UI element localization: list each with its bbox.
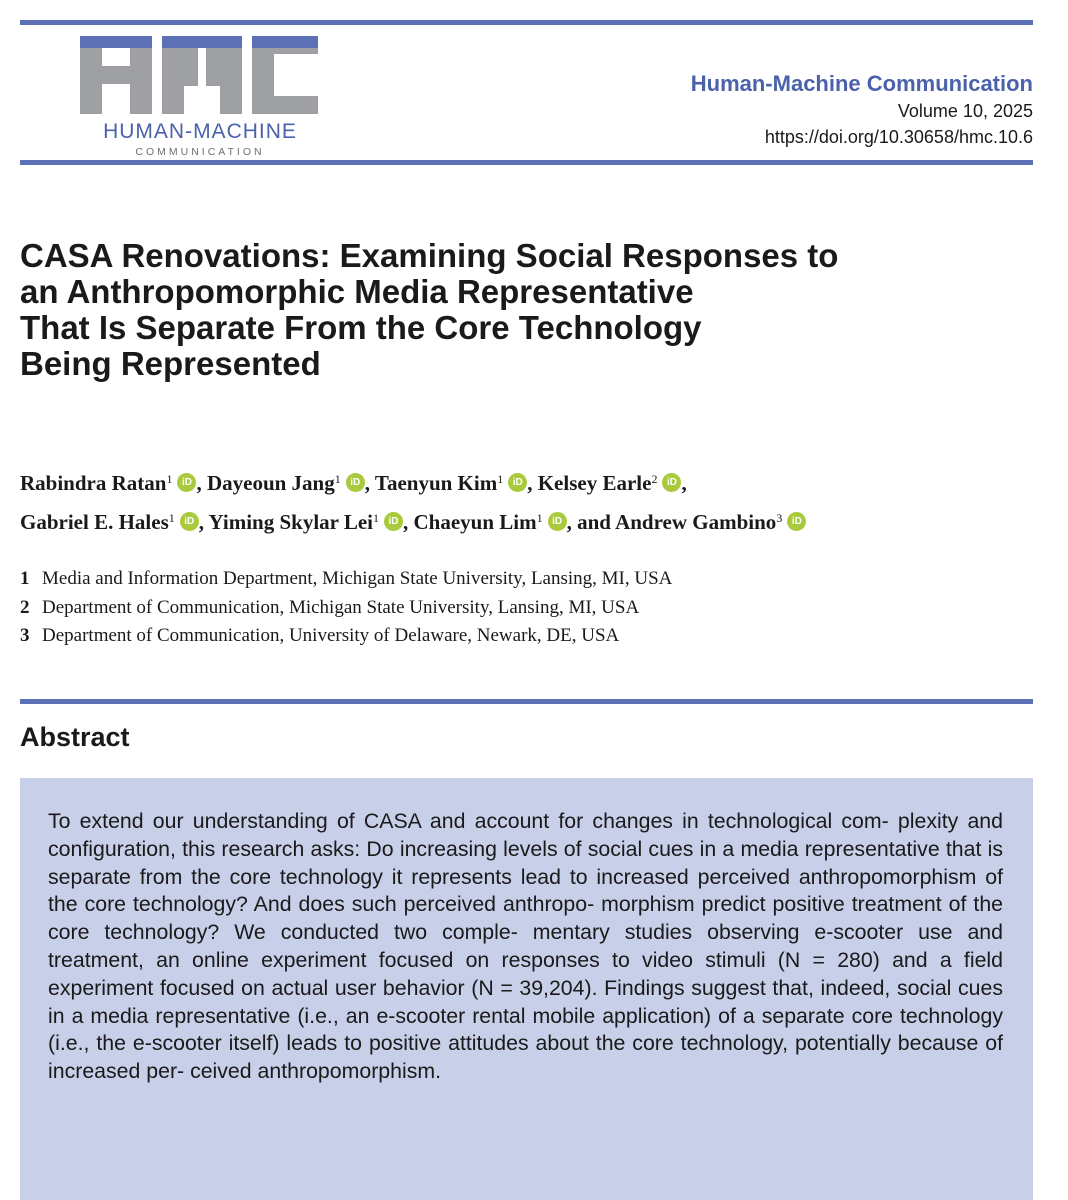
abstract-line: leads to positive attitudes about the core technology, potentially because of increased per- — [48, 1031, 1003, 1084]
affiliation-text: Department of Communication, University of Delaware, Newark, DE, USA — [42, 625, 620, 646]
author-affiliation: 2 — [651, 472, 658, 486]
abstract-line: representative that is separate from the core technology it represents lead to increased — [48, 836, 1003, 889]
abstract-text — [48, 808, 1003, 1086]
author-affiliation: 1 — [536, 511, 543, 525]
author-separator: , — [198, 510, 209, 534]
author-name: Taenyun Kim — [374, 471, 498, 495]
header-rule — [20, 160, 1033, 165]
abstract-line: To extend our understanding of CASA and account for changes in technological com- — [48, 809, 889, 833]
abstract-line: perceived anthropomorphism of the core technology? And does such perceived anthropo- — [48, 864, 1003, 917]
abstract-line: (N = 39,204). Findings suggest that, indeed, social cues in a media representative (i.e., an — [48, 975, 1003, 1028]
hmc-logo-letters — [80, 32, 320, 120]
abstract-heading: Abstract — [20, 722, 130, 752]
journal-name[interactable]: Human-Machine Communication — [690, 71, 1033, 96]
top-rule — [20, 20, 1033, 25]
title-line: Being Represented — [20, 345, 321, 382]
orcid-icon[interactable]: iD — [180, 512, 199, 531]
orcid-icon[interactable]: iD — [662, 473, 681, 492]
journal-info — [691, 70, 1033, 150]
article-title — [20, 238, 960, 382]
orcid-icon[interactable]: iD — [787, 512, 806, 531]
title-line: an Anthropomorphic Media Representative — [20, 273, 694, 310]
author-name: Gabriel E. Hales — [20, 510, 169, 534]
affiliation-text: Media and Information Department, Michigan State University, Lansing, MI, USA — [42, 568, 673, 589]
affiliation-item — [20, 594, 672, 623]
author-name: Rabindra Ratan — [20, 471, 167, 495]
author-separator: , — [681, 471, 687, 495]
title-line: CASA Renovations: Examining Social Responses to — [20, 237, 839, 274]
hmc-logo — [80, 32, 320, 162]
orcid-icon[interactable]: iD — [177, 473, 196, 492]
affiliation-number: 1 — [20, 568, 30, 589]
author-affiliation: 1 — [497, 472, 504, 486]
title-line: That Is Separate From the Core Technology — [20, 309, 702, 346]
abstract-line: plexity and configuration, this research asks: Do increasing levels of social cues in a media — [48, 809, 1003, 861]
author-separator: , — [196, 471, 207, 495]
affiliation-number: 3 — [20, 625, 30, 646]
author-affiliation: 3 — [776, 511, 783, 525]
abstract-rule — [20, 699, 1033, 704]
abstract-line: responses to video stimuli (N = 280) and a field experiment focused on actual user behavior — [48, 947, 1004, 1000]
abstract-line: mentary studies observing e-scooter use and treatment, an online experiment focused on — [48, 920, 1003, 972]
author-separator: , — [527, 471, 538, 495]
author-name: Dayeoun Jang — [206, 471, 335, 495]
abstract-line: e-scooter rental mobile application) of a separate core technology (i.e., the e-scooter itself) — [48, 1003, 1004, 1056]
affiliation-number: 2 — [20, 596, 30, 618]
author-affiliation: 1 — [166, 472, 173, 486]
affiliation-text: Department of Communication, Michigan State University, Lansing, MI, USA — [42, 596, 640, 618]
affiliation-item — [20, 565, 672, 594]
author-name: Kelsey Earle — [537, 471, 652, 495]
author-list — [20, 462, 1040, 540]
journal-volume: Volume 10, 2025 — [897, 101, 1033, 121]
author-separator: , — [403, 510, 414, 534]
author-name: Chaeyun Lim — [413, 510, 537, 534]
author-line-1 — [20, 462, 1040, 501]
orcid-icon[interactable]: iD — [508, 473, 527, 492]
doi-link[interactable]: https://doi.org/10.30658/hmc.10.6 — [764, 127, 1033, 147]
orcid-icon[interactable]: iD — [548, 512, 567, 531]
author-affiliation: 1 — [334, 472, 341, 486]
abstract-line: ceived anthropomorphism. — [190, 1059, 442, 1084]
author-separator: , and — [566, 510, 616, 534]
author-affiliation: 1 — [168, 511, 175, 525]
author-name: Andrew Gambino — [615, 510, 777, 534]
affiliation-list — [20, 565, 672, 651]
author-affiliation: 1 — [373, 511, 380, 525]
abstract-line: morphism predict positive treatment of the core technology? We conducted two comple- — [48, 892, 1004, 945]
affiliation-item — [20, 622, 672, 651]
logo-wordmark: HUMAN-MACHINE — [103, 120, 297, 143]
author-separator: , — [364, 471, 375, 495]
logo-subtitle: COMMUNICATION — [135, 146, 265, 158]
orcid-icon[interactable]: iD — [346, 473, 365, 492]
orcid-icon[interactable]: iD — [384, 512, 403, 531]
author-name: Yiming Skylar Lei — [208, 510, 374, 534]
author-line-2 — [20, 501, 1040, 540]
